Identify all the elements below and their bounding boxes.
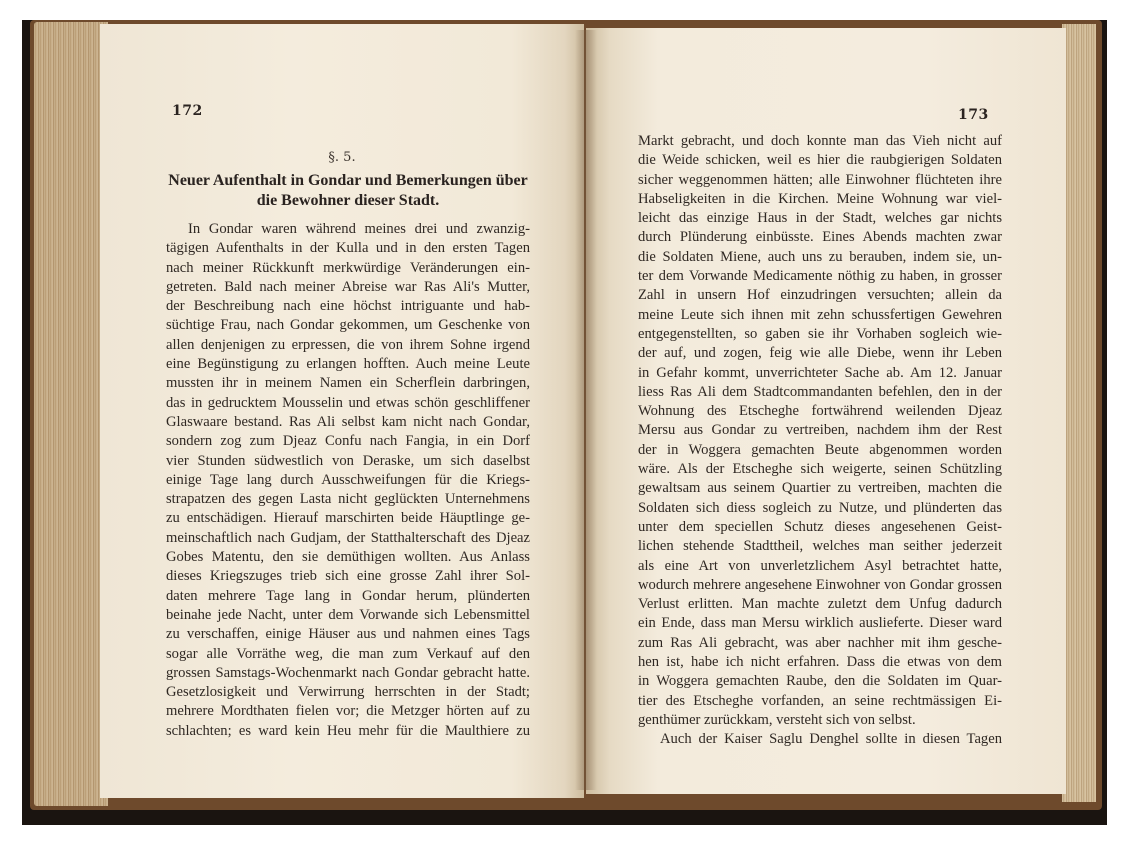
text-line: sogar alle Vorräthe weg, die man zum Verkauf auf den <box>166 645 530 662</box>
text-line: einige Tage lang durch Ausschweifungen für die Kriegs- <box>166 471 530 488</box>
right-page <box>586 28 1066 794</box>
chapter-heading <box>162 171 534 211</box>
chapter-heading-line: Neuer Aufenthalt in Gondar und Bemerkungen über <box>168 172 528 189</box>
text-line: Habseligkeiten in die Kirchen. Meine Wohnung war viel- <box>638 190 1002 207</box>
text-line: Glaswaare bestand. Ras Ali selbst kam nicht nach Gondar, <box>166 413 530 430</box>
text-line: daten mehrere Tage lang in Gondar herum, plünderten <box>166 587 530 604</box>
left-page-number: 172 <box>172 103 203 119</box>
text-line: In Gondar waren während meines drei und zwanzig- <box>188 221 530 237</box>
text-line: tier des Etscheghe vorfanden, an seine rechtmässigen Ei- <box>638 692 1002 709</box>
text-line: Auch der Kaiser Saglu Denghel sollte in diesen Tagen <box>660 731 1002 748</box>
text-line: entgegenstellten, so gaben sie ihr Vorhaben sogleich wie- <box>638 325 1002 342</box>
text-line: der Beschreibung nach eine höchst intriguante und hab- <box>166 298 530 315</box>
text-line: unter dem speciellen Schutz dieses angesehenen Geist- <box>638 518 1002 535</box>
text-line: getreten. Bald nach meiner Abreise war Ras Ali's Mutter, <box>166 278 530 295</box>
text-line: durch Plünderung einbüsste. Eines Abends machten zwar <box>638 229 1002 246</box>
text-line: hen ist, habe ich nicht erfahren. Dass die etwas von dem <box>638 654 1002 671</box>
left-page-body <box>166 220 530 741</box>
text-line: gewaltsam aus seinem Quartier zu vertreiben, machten die <box>638 480 1002 497</box>
text-line: der auf, und zogen, feig wie alle Diebe, wenn ihr Leben <box>638 345 1002 362</box>
text-line: ter dem Vorwande Medicamente nöthig zu haben, in grosser <box>638 268 1002 285</box>
text-line: genthümer zurückkam, versteht sich von selbst. <box>638 711 916 728</box>
text-line: allen denjenigen zu erpressen, die von ihrem Sohne irgend <box>166 336 530 353</box>
text-line: Zahl in unsern Hof einzudringen versuchten; allein da <box>638 287 1002 304</box>
text-line: nach meiner Rückkunft merkwürdige Veränderungen ein- <box>166 259 530 276</box>
text-line: süchtige Frau, nach Gondar gekommen, um Geschenke von <box>166 317 530 334</box>
text-line: zum Ras Ali gebracht, was aber nachher mit ihm gesche- <box>638 634 1002 651</box>
text-line: die Soldaten Miene, auch uns zu berauben, indem sie, un- <box>638 248 1002 265</box>
text-line: Soldaten sich diess sogleich zu Nutze, und plünderten das <box>638 499 1002 516</box>
text-line: das in gedrucktem Mousselin und etwas schön geschliffener <box>166 394 530 411</box>
text-line: zu entschädigen. Hierauf marschirten beide Häuptlinge ge- <box>166 510 530 527</box>
text-line: eine Begünstigung zu erlangen hofften. Auch meine Leute <box>166 356 530 373</box>
text-line: wodurch mehrere angesehene Einwohner von Gondar grossen <box>638 576 1002 593</box>
book-gutter <box>575 30 597 790</box>
text-line: die Weide schicken, weil es hier die raubgierigen Soldaten <box>638 152 1002 169</box>
text-line: Gesetzlosigkeit und Verwirrung herrschten in der Stadt; <box>166 684 530 701</box>
text-line: liess Ras Ali dem Stadtcommandanten befehlen, den in der <box>638 383 1002 400</box>
text-line: in Gefahr kommt, unverrichteter Sache ab. Am 12. Januar <box>638 364 1002 381</box>
section-mark: §. 5. <box>328 150 356 165</box>
left-page-edges <box>34 22 108 806</box>
text-line: Gobes Matentu, den sie demüthigen wollten. Aus Anlass <box>166 549 530 566</box>
text-line: schlachten; es ward kein Heu mehr für die Maulthiere zu <box>166 722 530 739</box>
text-line: als eine Art von unverletzlichem Asyl betrachtet hatte, <box>638 557 1002 574</box>
text-line: meine Leute sich ihnen mit zehn schussfertigen Gewehren <box>638 306 1002 323</box>
text-line: zu verschaffen, einige Häuser aus und nahmen eines Tags <box>166 626 530 643</box>
left-page <box>100 24 584 798</box>
text-line: mussten ihr in meinem Namen ein Scherflein darbringen, <box>166 375 530 392</box>
text-line: lichen stehende Stadttheil, welches man seither jederzeit <box>638 538 1002 555</box>
right-page-edges <box>1062 24 1096 802</box>
text-line: in Woggera gemachten Raube, den die Soldaten im Quar- <box>638 673 1002 690</box>
text-line: Wohnung des Etscheghe fortwährend weilenden Djeaz <box>638 403 1002 420</box>
right-page-number: 173 <box>958 107 989 123</box>
text-line: der in Woggera gemachten Beute abgenommen worden <box>638 441 1002 458</box>
text-line: grossen Samstags-Wochenmarkt nach Gondar gebracht hatte. <box>166 664 530 681</box>
text-line: beinahe jede Nacht, unter dem Vorwande sich Lebensmittel <box>166 606 530 623</box>
text-line: ein Ende, dass man Mersu wirklich auslieferte. Dieser ward <box>638 615 1002 632</box>
text-line: wäre. Als der Etscheghe sich weigerte, seinen Schützling <box>638 461 1002 478</box>
text-line: meinschaftlich nach Gudjam, der Statthalterschaft des Djeaz <box>166 529 530 546</box>
text-line: strapatzen des gegen Lasta nicht geglückten Unternehmens <box>166 491 530 508</box>
text-line: Mersu aus Gondar zu vertreiben, nachdem ihm der Rest <box>638 422 1002 439</box>
right-page-body <box>638 132 1002 750</box>
text-line: tägigen Aufenthalts in der Kulla und in den ersten Tagen <box>166 240 530 257</box>
text-line: sondern zog zum Djeaz Confu nach Fangia, in ein Dorf <box>166 433 530 450</box>
text-line: dieses Kriegszuges trieb sich eine grosse Zahl ihrer Sol- <box>166 568 530 585</box>
text-line: Verlust erlitten. Man machte zuletzt dem Unfug dadurch <box>638 596 1002 613</box>
text-line: vier Stunden südwestlich von Deraske, um sich daselbst <box>166 452 530 469</box>
text-line: leicht das einzige Haus in der Stadt, welches gar nichts <box>638 210 1002 227</box>
chapter-heading-line: die Bewohner dieser Stadt. <box>256 192 440 209</box>
text-line: sicher weggenommen hätten; alle Einwohner flüchteten ihre <box>638 171 1002 188</box>
text-line: Markt gebracht, und doch konnte man das Vieh nicht auf <box>638 133 1002 149</box>
text-line: mehrere Mordthaten fielen vor; die Metzger hörten auf zu <box>166 703 530 720</box>
